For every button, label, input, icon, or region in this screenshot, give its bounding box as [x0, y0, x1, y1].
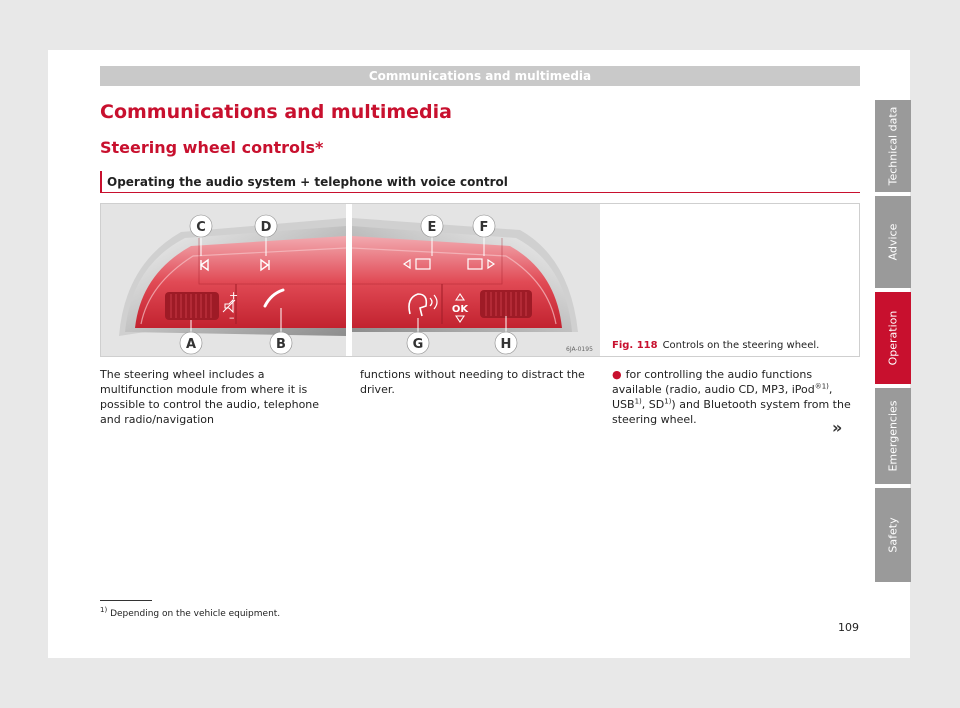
subsection-title: Operating the audio system + telephone with voice control — [107, 175, 508, 189]
volume-up-icon: + — [229, 289, 239, 302]
footnote: $^{1)}$ Depending on the vehicle equipment. — [100, 606, 281, 619]
svg-text:F: F — [479, 220, 489, 235]
ok-label: OK — [451, 304, 469, 315]
bullet-icon: ● — [612, 368, 622, 381]
tab-technical-data[interactable]: Technical data — [875, 100, 911, 192]
figure-code: 6JA-0195 — [566, 346, 593, 353]
figure-number: Fig. 118 — [612, 340, 658, 351]
svg-text:D: D — [260, 220, 272, 235]
figure-left-panel — [101, 204, 346, 356]
tab-advice[interactable]: Advice — [875, 196, 911, 288]
tab-operation[interactable]: Operation — [875, 292, 911, 384]
tab-safety[interactable]: Safety — [875, 488, 911, 582]
body-column-3: ● for controlling the audio functions available (radio, audio CD, MP3, iPod$^{®1)}$, USB$^{1)}$, SD$^{1)}$) and Bluetooth system from the steering wheel. — [612, 368, 851, 426]
volume-down-icon: – — [229, 311, 235, 324]
footnote-rule — [100, 600, 152, 601]
right-control-illustration — [352, 204, 600, 356]
svg-text:G: G — [412, 337, 424, 352]
body-column-1: The steering wheel includes a multifunction module from where it is possible to control the audio, telephone and radio/navigation — [100, 368, 320, 426]
svg-text:A: A — [185, 337, 197, 352]
figure-right-panel — [352, 204, 600, 356]
svg-text:C: C — [196, 220, 206, 235]
page-number: 109 — [838, 621, 859, 634]
section-title: Steering wheel controls* — [100, 138, 324, 157]
figure-caption — [612, 340, 819, 351]
svg-text:B: B — [276, 337, 286, 352]
figure-caption-text: Controls on the steering wheel. — [662, 340, 820, 351]
continue-mark: » — [832, 418, 843, 437]
left-control-illustration — [101, 204, 346, 356]
body-column-2: functions without needing to distract the driver. — [360, 368, 585, 396]
svg-text:H: H — [500, 337, 512, 352]
tab-emergencies[interactable]: Emergencies — [875, 388, 911, 484]
chapter-title: Communications and multimedia — [100, 101, 452, 123]
running-head: Communications and multimedia — [100, 66, 860, 86]
svg-text:E: E — [427, 220, 437, 235]
